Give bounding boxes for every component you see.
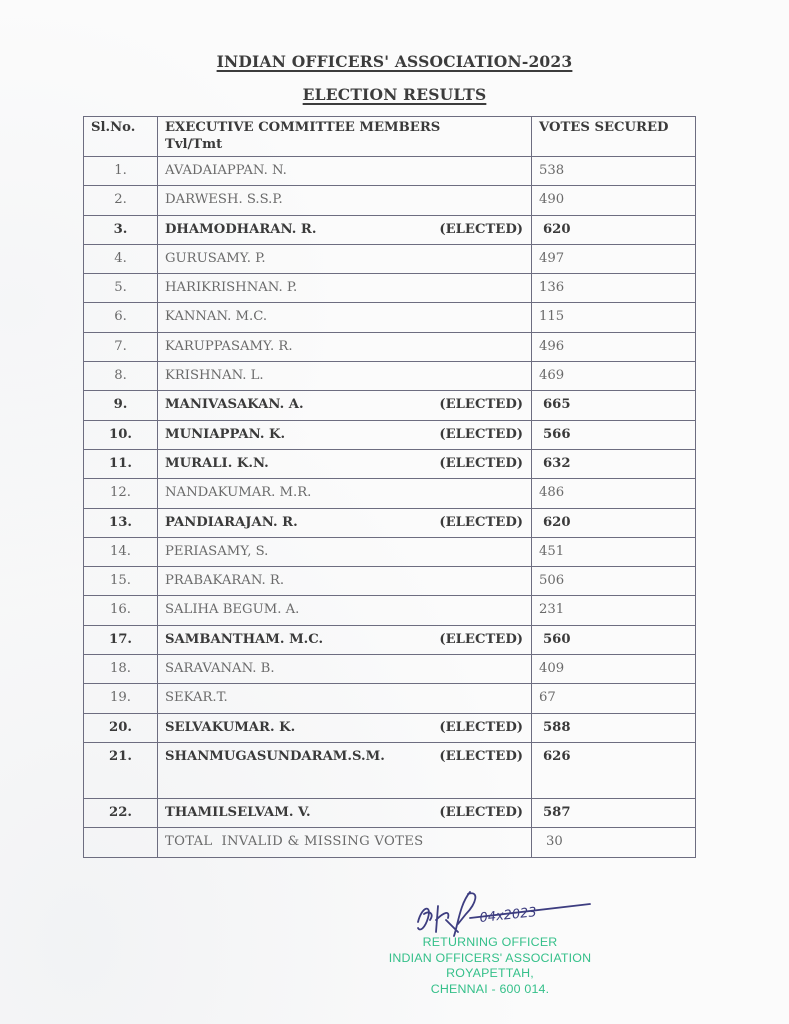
row-votes: 626: [532, 742, 696, 798]
stamp-line-2: INDIAN OFFICERS' ASSOCIATION: [388, 950, 592, 965]
table-row: [84, 215, 696, 244]
table-row: [84, 684, 696, 713]
row-sl-no: 8.: [84, 362, 158, 391]
row-votes: 620: [532, 215, 696, 244]
row-votes: 67: [532, 684, 696, 713]
row-sl-no: 13.: [84, 508, 158, 537]
document-subtitle: [0, 85, 789, 104]
elected-badge: (ELECTED): [439, 719, 523, 735]
row-member: [158, 186, 532, 215]
row-member: [158, 713, 532, 742]
table-row: [84, 420, 696, 449]
row-sl-no: 7.: [84, 332, 158, 361]
member-name: SELVAKUMAR. K.: [165, 719, 296, 735]
stamp-line-3: ROYAPETTAH,: [446, 966, 534, 980]
row-member: [158, 215, 532, 244]
row-member: [158, 742, 532, 798]
member-name: MANIVASAKAN. A.: [165, 397, 304, 413]
row-sl-no: 22.: [84, 798, 158, 827]
table-row: [84, 274, 696, 303]
total-sl-no: [84, 828, 158, 857]
row-votes: 566: [532, 420, 696, 449]
row-member: [158, 684, 532, 713]
member-name: NANDAKUMAR. M.R.: [165, 485, 312, 501]
row-votes: 560: [532, 625, 696, 654]
row-member: [158, 567, 532, 596]
row-sl-no: 2.: [84, 186, 158, 215]
row-sl-no: 4.: [84, 244, 158, 273]
table-row: [84, 186, 696, 215]
row-sl-no: 11.: [84, 449, 158, 478]
member-name: DHAMODHARAN. R.: [165, 221, 317, 237]
table-row: [84, 332, 696, 361]
header-votes: VOTES SECURED: [532, 117, 696, 157]
row-member: [158, 508, 532, 537]
table-row: [84, 244, 696, 273]
table-row: [84, 303, 696, 332]
row-member: [158, 479, 532, 508]
row-sl-no: 3.: [84, 215, 158, 244]
document-title: [0, 52, 789, 71]
row-sl-no: 20.: [84, 713, 158, 742]
table-row: [84, 713, 696, 742]
total-votes: 30: [532, 828, 696, 857]
table-row: [84, 567, 696, 596]
row-votes: 497: [532, 244, 696, 273]
member-name: PRABAKARAN. R.: [165, 573, 285, 589]
row-sl-no: 12.: [84, 479, 158, 508]
row-sl-no: 21.: [84, 742, 158, 798]
row-sl-no: 9.: [84, 391, 158, 420]
member-name: PANDIARAJAN. R.: [165, 514, 298, 530]
table-row: [84, 742, 696, 798]
row-votes: 496: [532, 332, 696, 361]
row-votes: 538: [532, 157, 696, 186]
row-member: [158, 332, 532, 361]
table-row: [84, 596, 696, 625]
row-votes: 587: [532, 798, 696, 827]
row-member: [158, 537, 532, 566]
table-row: [84, 479, 696, 508]
row-votes: 486: [532, 479, 696, 508]
header-members: [158, 117, 532, 157]
row-votes: 620: [532, 508, 696, 537]
table-row: [84, 798, 696, 827]
table-header-row: [84, 117, 696, 157]
member-name: HARIKRISHNAN. P.: [165, 280, 298, 296]
row-sl-no: 10.: [84, 420, 158, 449]
row-votes: 632: [532, 449, 696, 478]
row-member: [158, 798, 532, 827]
row-member: [158, 362, 532, 391]
table-row: [84, 537, 696, 566]
row-votes: 115: [532, 303, 696, 332]
table-row: [84, 449, 696, 478]
member-name: KRISHNAN. L.: [165, 368, 264, 384]
elected-badge: (ELECTED): [439, 455, 523, 471]
row-member: [158, 303, 532, 332]
row-votes: 469: [532, 362, 696, 391]
table-row: [84, 391, 696, 420]
row-member: [158, 655, 532, 684]
member-name: AVADAIAPPAN. N.: [165, 163, 287, 178]
row-votes: 490: [532, 186, 696, 215]
row-sl-no: 16.: [84, 596, 158, 625]
document-title-text: INDIAN OFFICERS' ASSOCIATION-2023: [216, 52, 573, 71]
row-votes: 588: [532, 713, 696, 742]
row-votes: 136: [532, 274, 696, 303]
member-name: DARWESH. S.S.P.: [165, 192, 283, 208]
row-member: [158, 391, 532, 420]
total-invalid-row: [84, 828, 696, 857]
results-table: [83, 116, 696, 858]
row-sl-no: 6.: [84, 303, 158, 332]
table-row: [84, 655, 696, 684]
row-votes: 409: [532, 655, 696, 684]
member-name: GURUSAMY. P.: [165, 250, 266, 266]
table-body: [84, 157, 696, 858]
member-name: PERIASAMY, S.: [165, 543, 269, 559]
row-member: [158, 420, 532, 449]
member-name: SALIHA BEGUM. A.: [165, 602, 300, 618]
row-member: [158, 274, 532, 303]
member-name: KANNAN. M.C.: [165, 309, 268, 325]
elected-badge: (ELECTED): [439, 631, 523, 647]
member-name: KARUPPASAMY. R.: [165, 338, 293, 354]
row-sl-no: 15.: [84, 567, 158, 596]
row-member: [158, 244, 532, 273]
member-name: THAMILSELVAM. V.: [165, 804, 311, 820]
row-sl-no: 19.: [84, 684, 158, 713]
row-member: [158, 596, 532, 625]
elected-badge: (ELECTED): [439, 426, 523, 442]
member-name: SEKAR.T.: [165, 690, 228, 706]
elected-badge: (ELECTED): [439, 804, 523, 820]
row-votes: 665: [532, 391, 696, 420]
row-sl-no: 18.: [84, 655, 158, 684]
member-name: MUNIAPPAN. K.: [165, 426, 286, 442]
header-members-line1: EXECUTIVE COMMITTEE MEMBERS: [165, 120, 441, 135]
row-sl-no: 14.: [84, 537, 158, 566]
header-sl-no: Sl.No.: [84, 117, 158, 157]
table-row: [84, 508, 696, 537]
row-sl-no: 1.: [84, 157, 158, 186]
member-name: MURALI. K.N.: [165, 455, 269, 471]
row-member: [158, 625, 532, 654]
table-row: [84, 157, 696, 186]
elected-badge: (ELECTED): [439, 397, 523, 413]
row-sl-no: 17.: [84, 625, 158, 654]
row-sl-no: 5.: [84, 274, 158, 303]
member-name: SAMBANTHAM. M.C.: [165, 631, 324, 647]
member-name: SARAVANAN. B.: [165, 661, 275, 677]
row-member: [158, 449, 532, 478]
table-row: [84, 362, 696, 391]
header-members-line2: Tvl/Tmt: [165, 137, 223, 152]
signature-date: 04x2023: [478, 905, 538, 926]
table-row: [84, 625, 696, 654]
stamp-line-1: RETURNING OFFICER: [422, 935, 558, 949]
returning-officer-stamp: [360, 935, 620, 997]
document-subtitle-text: ELECTION RESULTS: [302, 85, 487, 104]
row-votes: 506: [532, 567, 696, 596]
member-name: SHANMUGASUNDARAM.S.M.: [165, 748, 385, 764]
elected-badge: (ELECTED): [439, 221, 523, 237]
total-label: TOTAL INVALID & MISSING VOTES: [158, 828, 532, 857]
stamp-line-4: CHENNAI - 600 014.: [430, 981, 550, 996]
row-votes: 451: [532, 537, 696, 566]
elected-badge: (ELECTED): [439, 514, 523, 530]
elected-badge: (ELECTED): [439, 748, 523, 764]
row-member: [158, 157, 532, 186]
row-votes: 231: [532, 596, 696, 625]
